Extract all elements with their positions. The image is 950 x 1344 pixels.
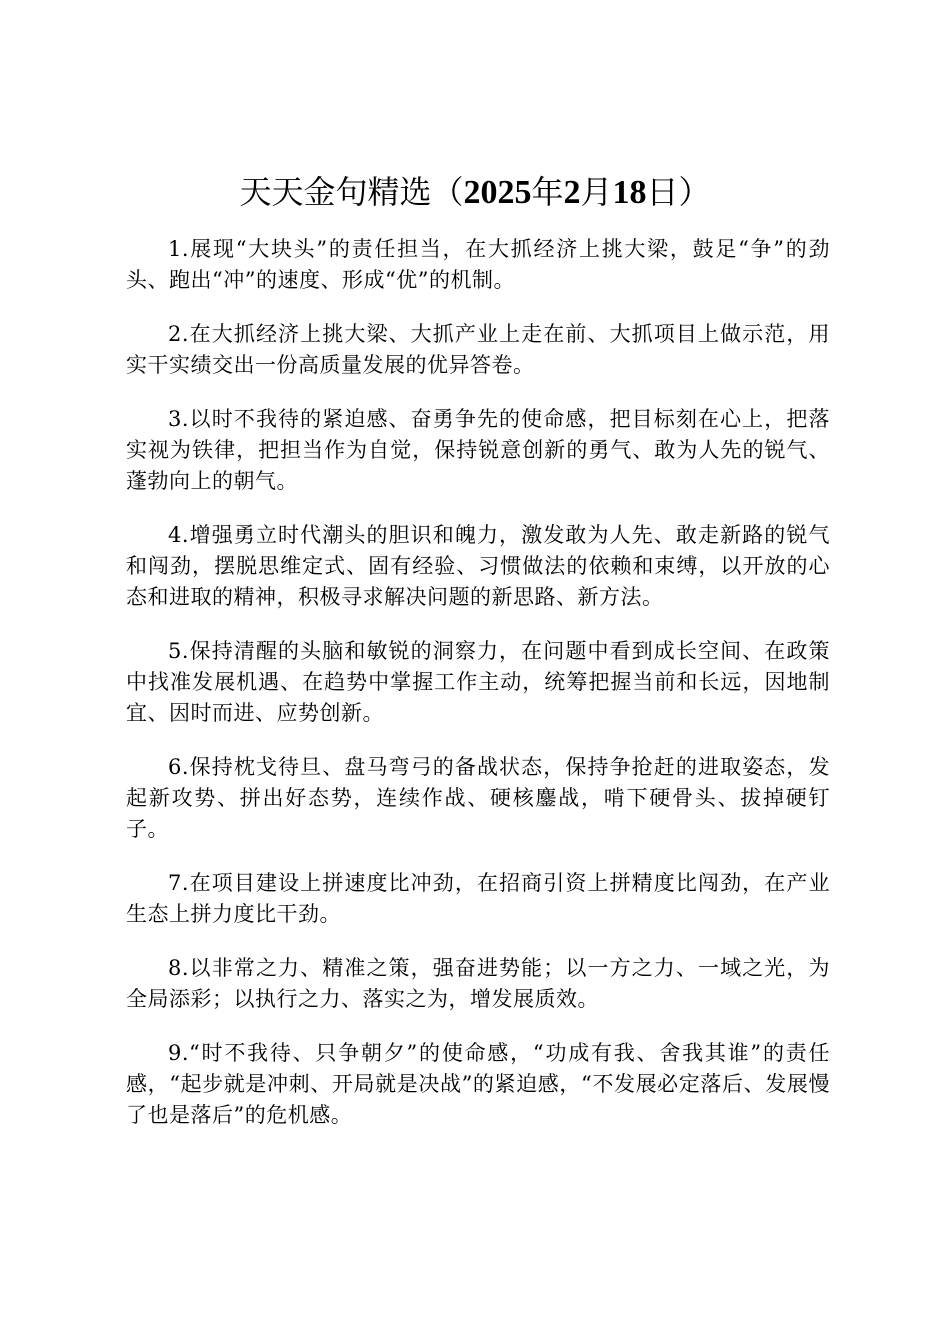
document-body xyxy=(126,234,830,1154)
paragraph-2: 2.在大抓经济上挑大梁、大抓产业上走在前、大抓项目上做示范，用实干实绩交出一份高质量发展的优异答卷。 xyxy=(126,322,830,377)
title-date-number: 2 xyxy=(563,174,581,211)
paragraph-8: 8.以非常之力、精准之策，强奋进势能；以一方之力、一域之光，为全局添彩；以执行之力、落实之为，增发展质效。 xyxy=(126,956,830,1011)
paragraph-9: 9.“时不我待、只争朝夕”的使命感，“功成有我、舍我其谁”的责任感，“起步就是冲刺、开局就是决战”的紧迫感，“不发展必定落后、发展慢了也是落后”的危机感。 xyxy=(126,1041,830,1127)
title-prefix: 天天金句精选（ xyxy=(239,173,464,211)
title-date-char: 年 xyxy=(531,173,564,211)
page-title xyxy=(0,168,950,217)
title-date-number: 2025 xyxy=(463,174,532,211)
paragraph-1: 1.展现“大块头”的责任担当，在大抓经济上挑大梁，鼓足“争”的劲头、跑出“冲”的速度、形成“优”的机制。 xyxy=(126,237,830,292)
title-date-char: 日） xyxy=(646,173,711,211)
title-date-number: 18 xyxy=(612,174,647,211)
paragraph-7: 7.在项目建设上拼速度比冲劲，在招商引资上拼精度比闯劲，在产业生态上拼力度比干劲。 xyxy=(126,871,830,926)
title-date xyxy=(463,173,710,211)
paragraph-5: 5.保持清醒的头脑和敏锐的洞察力，在问题中看到成长空间、在政策中找准发展机遇、在趋势中掌握工作主动，统筹把握当前和长远，因地制宜、因时而进、应势创新。 xyxy=(126,639,830,725)
title-date-char: 月 xyxy=(580,173,613,211)
paragraph-6: 6.保持枕戈待旦、盘马弯弓的备战状态，保持争抢赶的进取姿态，发起新攻势、拼出好态势，连续作战、硬核鏖战，啃下硬骨头、拔掉硬钉子。 xyxy=(126,755,830,841)
paragraph-3: 3.以时不我待的紧迫感、奋勇争先的使命感，把目标刻在心上，把落实视为铁律，把担当作为自觉，保持锐意创新的勇气、敢为人先的锐气、蓬勃向上的朝气。 xyxy=(126,407,830,493)
paragraph-4: 4.增强勇立时代潮头的胆识和魄力，激发敢为人先、敢走新路的锐气和闯劲，摆脱思维定式、固有经验、习惯做法的依赖和束缚，以开放的心态和进取的精神，积极寻求解决问题的新思路、新方法。 xyxy=(126,523,830,609)
